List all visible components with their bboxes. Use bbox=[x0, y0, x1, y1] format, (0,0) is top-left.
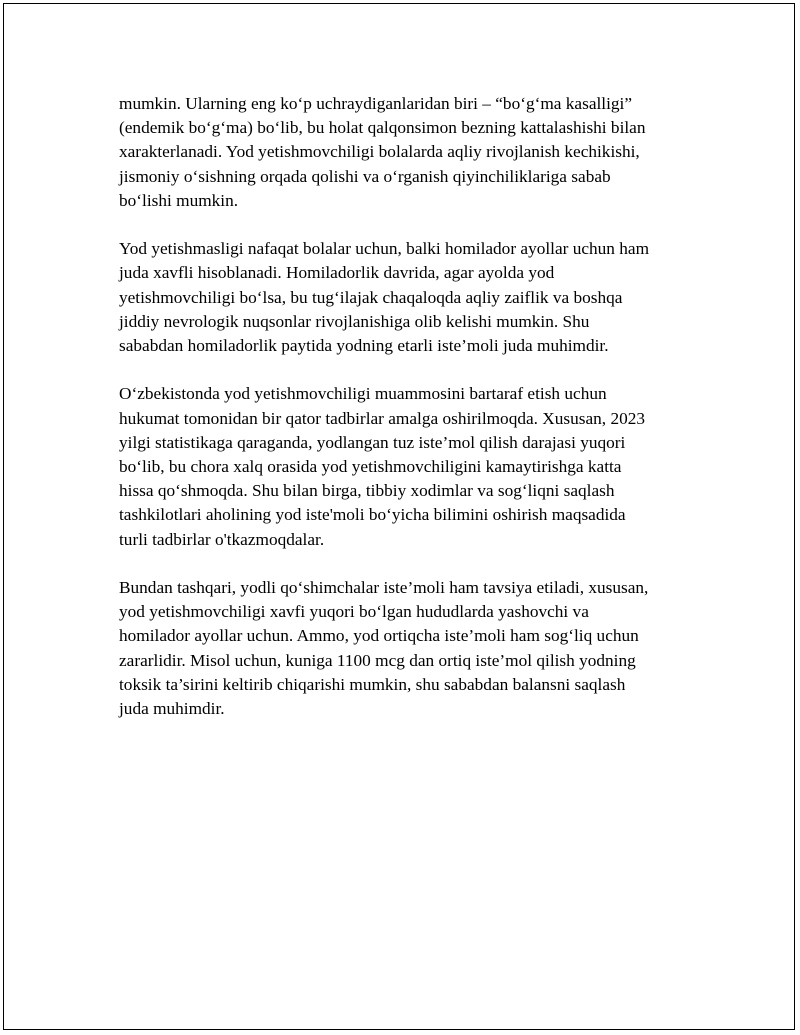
paragraph-2 bbox=[119, 237, 709, 358]
text-line: tashkilotlari aholining yod iste'moli bo‘yicha bilimini oshirish maqsadida bbox=[119, 505, 626, 525]
paragraph-4 bbox=[119, 576, 709, 721]
paragraph-1 bbox=[119, 92, 709, 213]
text-line: toksik ta’sirini keltirib chiqarishi mumkin, shu sababdan balansni saqlash bbox=[119, 674, 626, 694]
text-line: mumkin. Ularning eng ko‘p uchraydiganlaridan biri – “bo‘g‘ma kasalligi” bbox=[119, 94, 633, 113]
text-line: juda xavfli hisoblanadi. Homiladorlik davrida, agar ayolda yod bbox=[119, 263, 555, 283]
text-line: hissa qo‘shmoqda. Shu bilan birga, tibbiy xodimlar va sog‘liqni saqlash bbox=[119, 481, 615, 501]
text-line: hukumat tomonidan bir qator tadbirlar amalga oshirilmoqda. Xususan, 2023 bbox=[119, 408, 646, 428]
text-line: Yod yetishmasligi nafaqat bolalar uchun, balki homilador ayollar uchun ham bbox=[119, 239, 650, 259]
text-line: bo‘lib, bu chora xalq orasida yod yetishmovchiligini kamaytirishga katta bbox=[119, 457, 622, 477]
text-line: zararlidir. Misol uchun, kuniga 1100 mcg dan ortiq iste’mol qilish yodning bbox=[119, 650, 636, 670]
text-line: sababdan homiladorlik paytida yodning etarli iste’moli juda muhimdir. bbox=[119, 336, 609, 356]
text-line: jismoniy o‘sishning orqada qolishi va o‘rganish qiyinchiliklariga sabab bbox=[119, 166, 611, 186]
text-line: turli tadbirlar o'tkazmoqdalar. bbox=[119, 529, 325, 549]
text-line: xarakterlanadi. Yod yetishmovchiligi bolalarda aqliy rivojlanish kechikishi, bbox=[119, 142, 640, 162]
text-line: jiddiy nevrologik nuqsonlar rivojlanishiga olib kelishi mumkin. Shu bbox=[119, 311, 590, 331]
text-line: homilador ayollar uchun. Ammo, yod ortiqcha iste’moli ham sog‘liq uchun bbox=[119, 626, 639, 646]
text-line: bo‘lishi mumkin. bbox=[119, 190, 239, 210]
text-line: O‘zbekistonda yod yetishmovchiligi muammosini bartaraf etish uchun bbox=[119, 384, 607, 404]
text-line: yilgi statistikaga qaraganda, yodlangan tuz iste’mol qilish darajasi yuqori bbox=[119, 432, 626, 452]
paragraph-3 bbox=[119, 382, 709, 551]
text-line: yod yetishmovchiligi xavfi yuqori bo‘lgan hududlarda yashovchi va bbox=[119, 602, 589, 622]
text-line: Bundan tashqari, yodli qo‘shimchalar iste’moli ham tavsiya etiladi, xususan, bbox=[119, 578, 649, 598]
document-body bbox=[119, 92, 709, 745]
text-line: yetishmovchiligi bo‘lsa, bu tug‘ilajak chaqaloqda aqliy zaiflik va boshqa bbox=[119, 287, 623, 307]
text-line: juda muhimdir. bbox=[119, 699, 225, 719]
text-line: (endemik bo‘g‘ma) bo‘lib, bu holat qalqonsimon bezning kattalashishi bilan bbox=[119, 118, 646, 138]
